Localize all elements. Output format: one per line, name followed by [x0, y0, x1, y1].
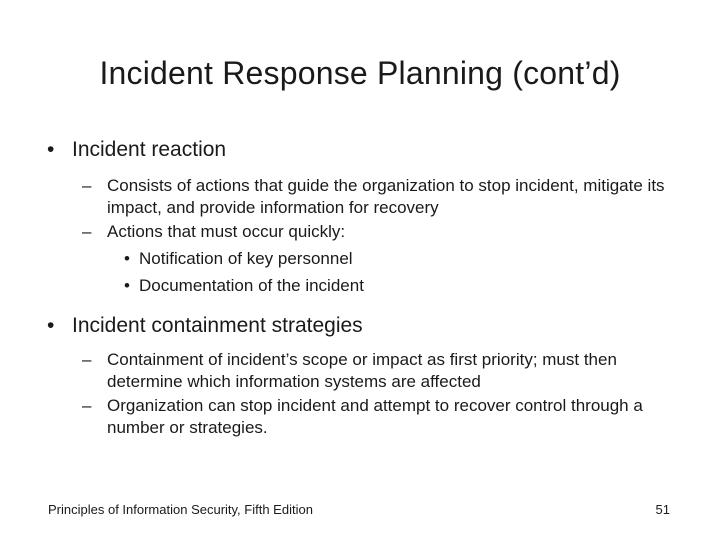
bullet-text: Incident reaction	[72, 138, 227, 161]
sub-bullet-containment-scope	[0, 349, 667, 393]
bullet-dot: •	[47, 138, 55, 161]
slide-content	[0, 135, 720, 439]
sub-sub-bullet-text: Notification of key personnel	[139, 249, 353, 268]
bullet-incident-reaction	[0, 135, 720, 165]
sub-bullet-text: Containment of incident’s scope or impact as first priority; must then determine which information systems are affected	[107, 350, 617, 391]
sub-bullet-organization-can-stop	[0, 395, 667, 439]
bullet-dot: •	[47, 314, 55, 337]
bullet-dash: –	[82, 396, 92, 415]
footer-source: Principles of Information Security, Fifth Edition	[48, 502, 313, 517]
sub-bullet-text: Consists of actions that guide the organization to stop incident, mitigate its impact, and provide information for recovery	[107, 176, 665, 217]
bullet-text: Incident containment strategies	[72, 314, 363, 337]
sub-bullet-text: Actions that must occur quickly:	[107, 222, 346, 241]
sub-bullet-actions-must-occur	[0, 221, 667, 243]
sub-bullet-consists-of-actions	[0, 175, 667, 219]
sub-bullet-text: Organization can stop incident and attempt to recover control through a number or strategies.	[107, 396, 643, 437]
slide-title: Incident Response Planning (cont’d)	[99, 55, 621, 91]
sub-sub-bullet-documentation	[0, 275, 720, 297]
bullet-dash: –	[82, 350, 92, 369]
page-number: 51	[655, 502, 670, 517]
bullet-incident-containment	[0, 311, 720, 341]
bullet-dot: •	[124, 249, 130, 268]
bullet-dash: –	[82, 222, 92, 241]
bullet-dot: •	[124, 276, 130, 295]
sub-sub-bullet-text: Documentation of the incident	[139, 276, 364, 295]
bullet-dash: –	[82, 176, 92, 195]
sub-sub-bullet-notification	[0, 248, 720, 270]
